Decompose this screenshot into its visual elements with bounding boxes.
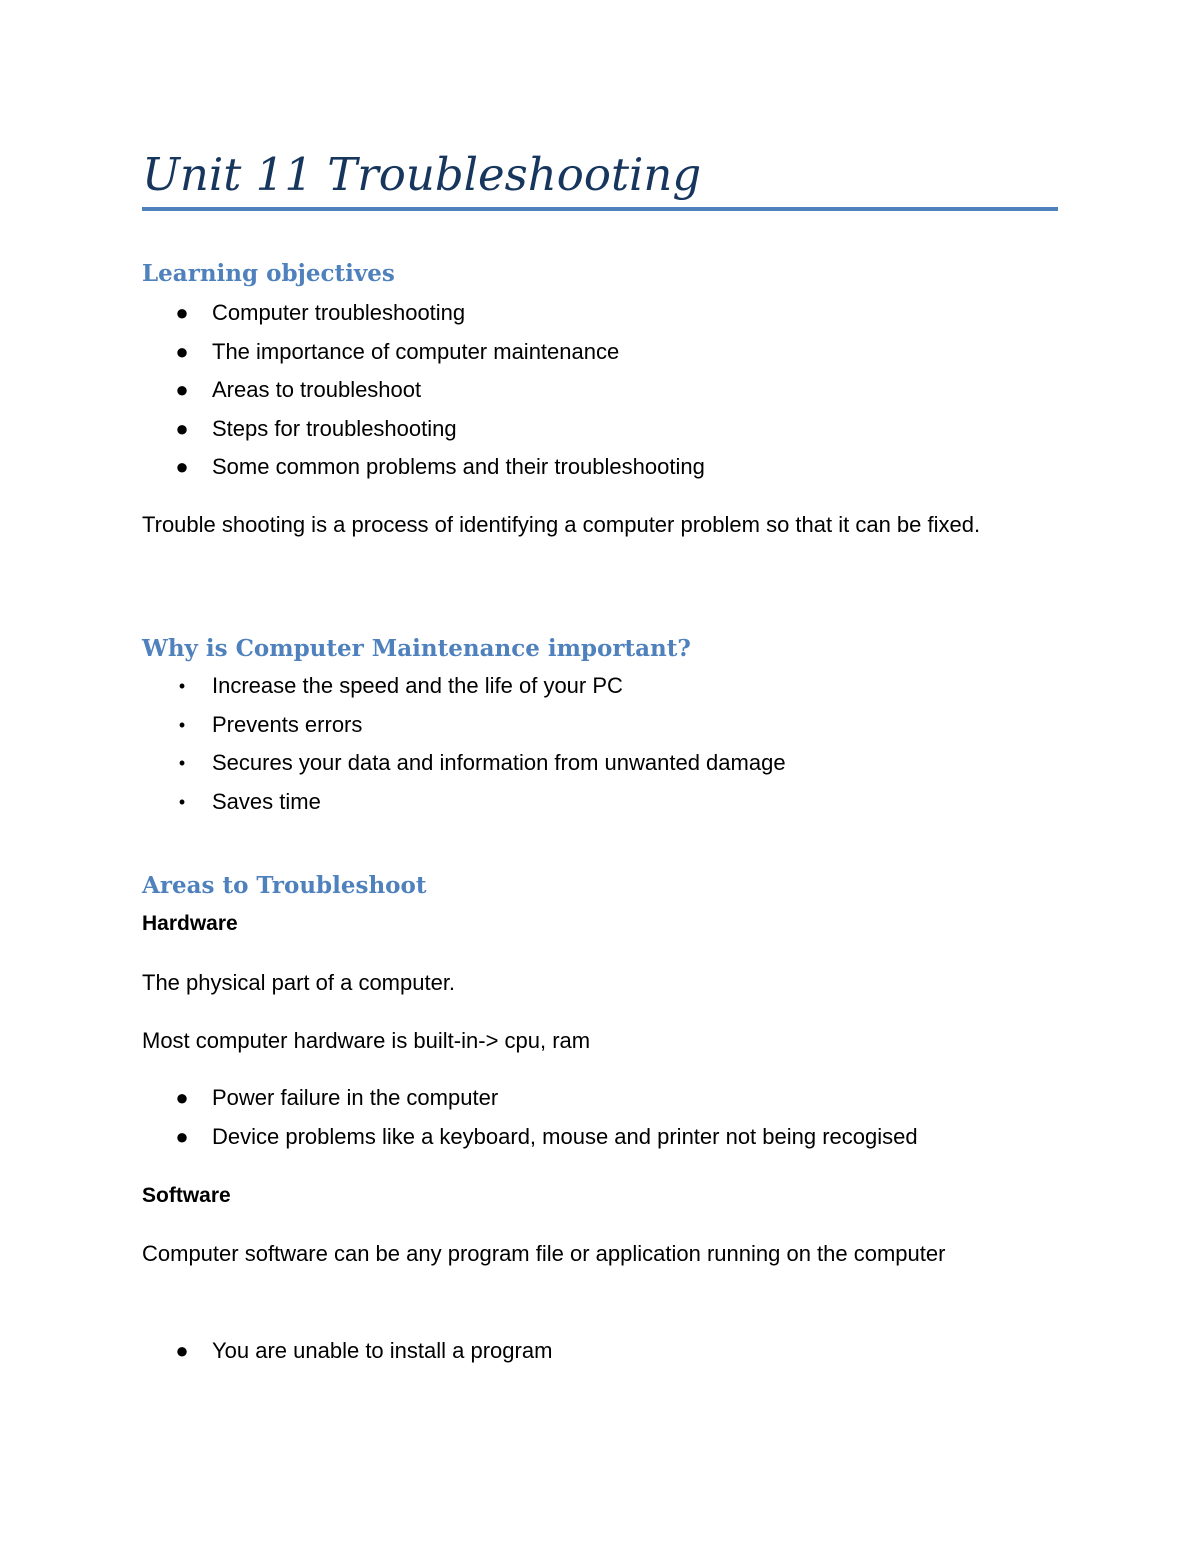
- hardware-problems-list: [142, 1079, 918, 1156]
- intro-paragraph: Trouble shooting is a process of identifying a computer problem so that it can be fixed.: [142, 512, 981, 537]
- maintenance-heading: Why is Computer Maintenance important?: [142, 635, 691, 662]
- document-page: [142, 0, 1058, 1553]
- list-item-text: The importance of computer maintenance: [212, 338, 620, 364]
- list-item: [142, 333, 705, 372]
- software-problems-list: [142, 1332, 552, 1371]
- bullet-icon: •: [178, 753, 186, 773]
- list-item-text: Areas to troubleshoot: [212, 377, 422, 402]
- software-heading: Software: [142, 1184, 231, 1207]
- list-item: [142, 783, 786, 822]
- list-item: [142, 1332, 552, 1371]
- bullet-icon: •: [178, 791, 186, 812]
- hardware-definition: The physical part of a computer.: [142, 970, 456, 995]
- list-item: [142, 706, 786, 745]
- list-item: [142, 371, 705, 410]
- bullet-icon: ●: [175, 300, 189, 325]
- bullet-icon: ●: [175, 1123, 189, 1149]
- document-title: Unit 11 Troubleshooting: [142, 148, 702, 201]
- list-item-text: You are unable to install a program: [212, 1338, 553, 1363]
- list-item-text: Power failure in the computer: [212, 1085, 499, 1110]
- list-item: [142, 667, 786, 706]
- list-item: [142, 410, 705, 449]
- list-item-text: Secures your data and information from unwanted damage: [212, 750, 786, 775]
- list-item: [142, 744, 786, 783]
- bullet-icon: ●: [175, 338, 189, 364]
- title-underline-rule: [142, 207, 1058, 211]
- bullet-icon: ●: [175, 415, 189, 441]
- areas-heading: Areas to Troubleshoot: [142, 872, 427, 899]
- learning-objectives-heading: Learning objectives: [142, 260, 395, 287]
- list-item-text: Increase the speed and the life of your PC: [212, 673, 623, 698]
- bullet-icon: •: [178, 676, 186, 696]
- list-item: [142, 294, 705, 333]
- hardware-note: Most computer hardware is built-in-> cpu, ram: [142, 1028, 591, 1053]
- list-item: [142, 1118, 918, 1157]
- bullet-icon: •: [178, 714, 186, 735]
- bullet-icon: ●: [175, 454, 189, 479]
- list-item: [142, 448, 705, 487]
- list-item-text: Computer troubleshooting: [212, 300, 466, 325]
- list-item-text: Device problems like a keyboard, mouse and printer not being recogised: [212, 1123, 918, 1149]
- maintenance-list: [142, 667, 786, 821]
- list-item: [142, 1079, 918, 1118]
- list-item-text: Saves time: [212, 788, 321, 814]
- list-item-text: Prevents errors: [212, 711, 363, 737]
- learning-objectives-list: [142, 294, 705, 487]
- software-definition: Computer software can be any program file or application running on the computer: [142, 1241, 946, 1266]
- bullet-icon: ●: [175, 377, 189, 402]
- list-item-text: Steps for troubleshooting: [212, 415, 457, 441]
- bullet-icon: ●: [175, 1338, 189, 1363]
- list-item-text: Some common problems and their troubleshooting: [212, 454, 705, 479]
- hardware-heading: Hardware: [142, 912, 238, 935]
- bullet-icon: ●: [175, 1085, 189, 1110]
